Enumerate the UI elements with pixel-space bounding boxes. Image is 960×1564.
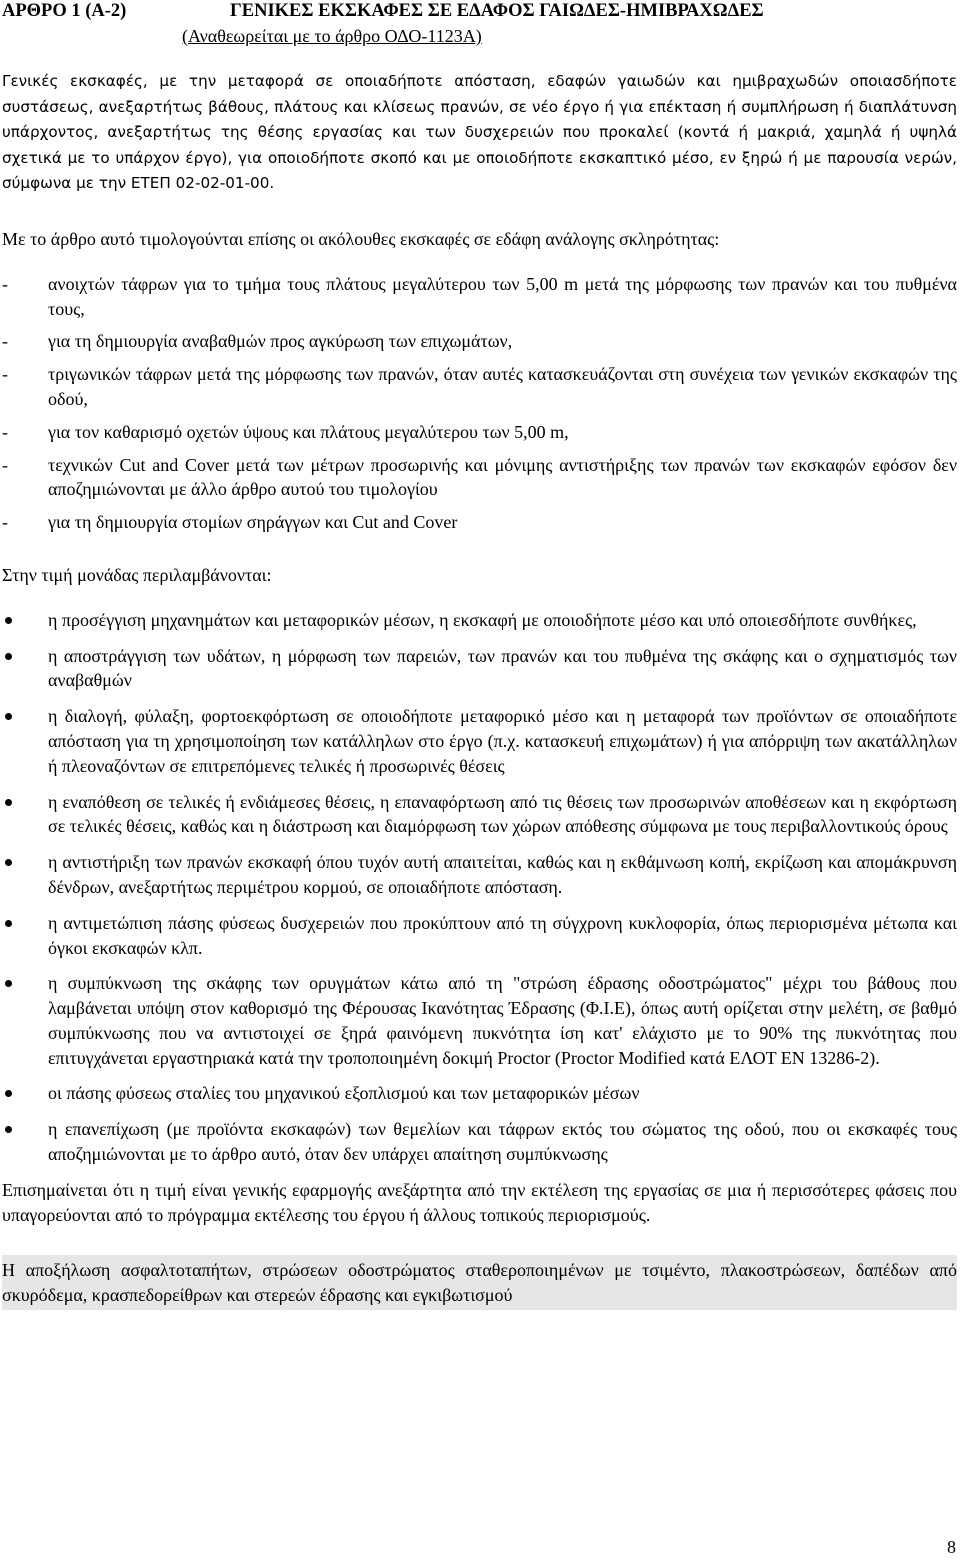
dash-marker: - [2, 331, 8, 352]
bullet-icon [5, 859, 12, 866]
list-item: - για τη δημιουργία αναβαθμών προς αγκύρωση των επιχωμάτων, [2, 329, 957, 354]
shaded-paragraph: Η αποξήλωση ασφαλτοταπήτων, στρώσεων οδοστρώματος σταθεροποιημένων με τσιμέντο, πλακοστρώσεων, δαπέδων από σκυρόδεμα, κρασπεδορείθρων και στερεών έδρασης και εγκιβωτισμού [2, 1260, 957, 1306]
list-item: η συμπύκνωση της σκάφης των ορυγμάτων κάτω από τη "στρώση έδρασης οδοστρώματος" μέχρι του βάθους που λαμβάνεται υπόψη στον καθορισμό της Φέρουσας Ικανότητας Έδρασης (Φ.Ι.Ε), όπως αυτή ορίζεται στην μελέτη, σε βαθμό συμπύκνωσης που να αντιστοιχεί σε ξηρά φαινόμενη πυκνότητα ίση κατ' ελάχιστο με το 90% της πυκνότητας που επιτυγχάνεται εργαστηριακά κατά την τροποποιημένη δοκιμή Proctor (Proctor Modified κατά ΕΛΟΤ ΕΝ 13286-2). [2, 971, 957, 1070]
document-page [2, 0, 957, 1310]
bullet-list [2, 608, 957, 1167]
bullet-icon [5, 617, 12, 624]
article-title: ΓΕΝΙΚΕΣ ΕΚΣΚΑΦΕΣ ΣΕ ΕΔΑΦΟΣ ΓΑΙΩΔΕΣ-ΗΜΙΒΡΑΧΩΔΕΣ [230, 1, 764, 21]
article-header [2, 0, 957, 52]
bullet-icon [5, 980, 12, 987]
list-item: η αντιμετώπιση πάσης φύσεως δυσχερειών που προκύπτουν από τη σύγχρονη κυκλοφορία, όπως περιορισμένα μέτωπα και όγκοι εκσκαφών κλπ. [2, 911, 957, 961]
intro-paragraph: Γενικές εκσκαφές, με την μεταφορά σε οποιαδήποτε απόσταση, εδαφών γαιωδών και ημιβραχωδών οποιασδήποτε συστάσεως, ανεξαρτήτως βάθους, πλάτους και κλίσεως πρανών, σε νέο έργο ή για επέκταση ή συμπλήρωση ή διαπλάτυνση υπάρχοντος, ανεξαρτήτως της θέσης εργασίας και των δυσχερειών που προκαλεί (κοντά ή μακριά, χαμηλά ή υψηλά σχετικά με το υπάρχον έργο), για οποιοδήποτε σκοπό και με οποιοδήποτε εκσκαπτικό μέσο, εν ξηρώ ή με παρουσία νερών, σύμφωνα με την ΕΤΕΠ 02-02-01-00. [2, 72, 957, 193]
list-item: - τεχνικών Cut and Cover μετά των μέτρων προσωρινής και μόνιμης αντιστήριξης των πρανών των εκσκαφών εφόσον δεν αποζημιώνονται με άλλο άρθρο αυτού του τιμολογίου [2, 454, 957, 500]
bullet-icon [5, 1126, 12, 1133]
also-priced-paragraph: Με το άρθρο αυτό τιμολογούνται επίσης οι ακόλουθες εκσκαφές σε εδάφη ανάλογης σκληρότητας: [2, 228, 720, 249]
dash-marker: - [2, 421, 8, 442]
list-item: - για τον καθαρισμό οχετών ύψους και πλάτους μεγαλύτερου των 5,00 m, [2, 420, 957, 445]
article-code: ΑΡΘΡΟ 1 (Α-2) [2, 1, 127, 21]
bullet-icon [5, 920, 12, 927]
bullet-icon [5, 713, 12, 720]
bullet-icon [5, 799, 12, 806]
dash-marker: - [2, 273, 8, 294]
list-item: - για τη δημιουργία στομίων σηράγγων και Cut and Cover [2, 510, 957, 535]
list-item: - ανοιχτών τάφρων για το τμήμα τους πλάτους μεγαλύτερου των 5,00 m μετά της μόρφωσης των πρανών και του πυθμένα τους, [2, 273, 957, 319]
bullet-icon [5, 653, 12, 660]
article-subtitle: (Αναθεωρείται με το άρθρο ΟΔΟ-1123Α) [182, 26, 482, 46]
dash-list [2, 272, 957, 535]
list-item: η αντιστήριξη των πρανών εκσκαφή όπου τυχόν αυτή απαιτείται, καθώς και η εκθάμνωση κοπή, εκρίζωση και απομάκρυνση δένδρων, ανεξαρτήτως περιμέτρου κορμού, σε οποιαδήποτε απόσταση. [2, 850, 957, 900]
shaded-block [2, 1255, 957, 1310]
list-item: η αποστράγγιση των υδάτων, η μόρφωση των παρειών, των πρανών και του πυθμένα της σκάφης και ο σχηματισμός των αναβαθμών [2, 644, 957, 694]
list-item: οι πάσης φύσεως σταλίες του μηχανικού εξοπλισμού και των μεταφορικών μέσων [2, 1081, 957, 1106]
list-item: η εναπόθεση σε τελικές ή ενδιάμεσες θέσεις, η επαναφόρτωση από τις θέσεις των προσωρινών αποθέσεων και η εκφόρτωση σε τελικές θέσεις, καθώς και η διάστρωση και διαμόρφωση των χώρων απόθεσης σύμφωνα με τους περιβαλλοντικούς όρους [2, 790, 957, 840]
dash-marker: - [2, 454, 8, 475]
dash-marker: - [2, 364, 8, 385]
list-item: - τριγωνικών τάφρων μετά της μόρφωσης των πρανών, όταν αυτές κατασκευάζονται στη συνέχεια των γενικών εκσκαφών της οδού, [2, 364, 957, 409]
page-number: 8 [947, 1537, 956, 1557]
list-item: η διαλογή, φύλαξη, φορτοεκφόρτωση σε οποιοδήποτε μεταφορικό μέσο και η μεταφορά των προϊόντων σε οποιαδήποτε απόσταση για τη χρησιμοποίηση των κατάλληλων στο έργο (π.χ. κατασκευή επιχωμάτων) ή για απόρριψη των ακατάλληλων ή πλεοναζόντων σε επιτρεπόμενες τελικές ή προσωρινές θέσεις [2, 704, 957, 778]
note-paragraph: Επισημαίνεται ότι η τιμή είναι γενικής εφαρμογής ανεξάρτητα από την εκτέλεση της εργασίας σε μια ή περισσότερες φάσεις που υπαγορεύονται από το πρόγραμμα εκτέλεσης του έργου ή άλλους τοπικούς περιορισμούς. [2, 1179, 957, 1225]
included-heading: Στην τιμή μονάδας περιλαμβάνονται: [2, 564, 272, 585]
bullet-icon [5, 1090, 12, 1097]
list-item: η επανεπίχωση (με προϊόντα εκσκαφών) των θεμελίων και τάφρων εκτός του σώματος της οδού, που οι εκσκαφές τους αποζημιώνονται με το άρθρο αυτό, όταν δεν υπάρχει απαίτηση συμπύκνωσης [2, 1117, 957, 1167]
dash-marker: - [2, 512, 8, 533]
list-item: η προσέγγιση μηχανημάτων και μεταφορικών μέσων, η εκσκαφή με οποιοδήποτε μέσο και υπό οποιεσδήποτε συνθήκες, [2, 608, 957, 633]
